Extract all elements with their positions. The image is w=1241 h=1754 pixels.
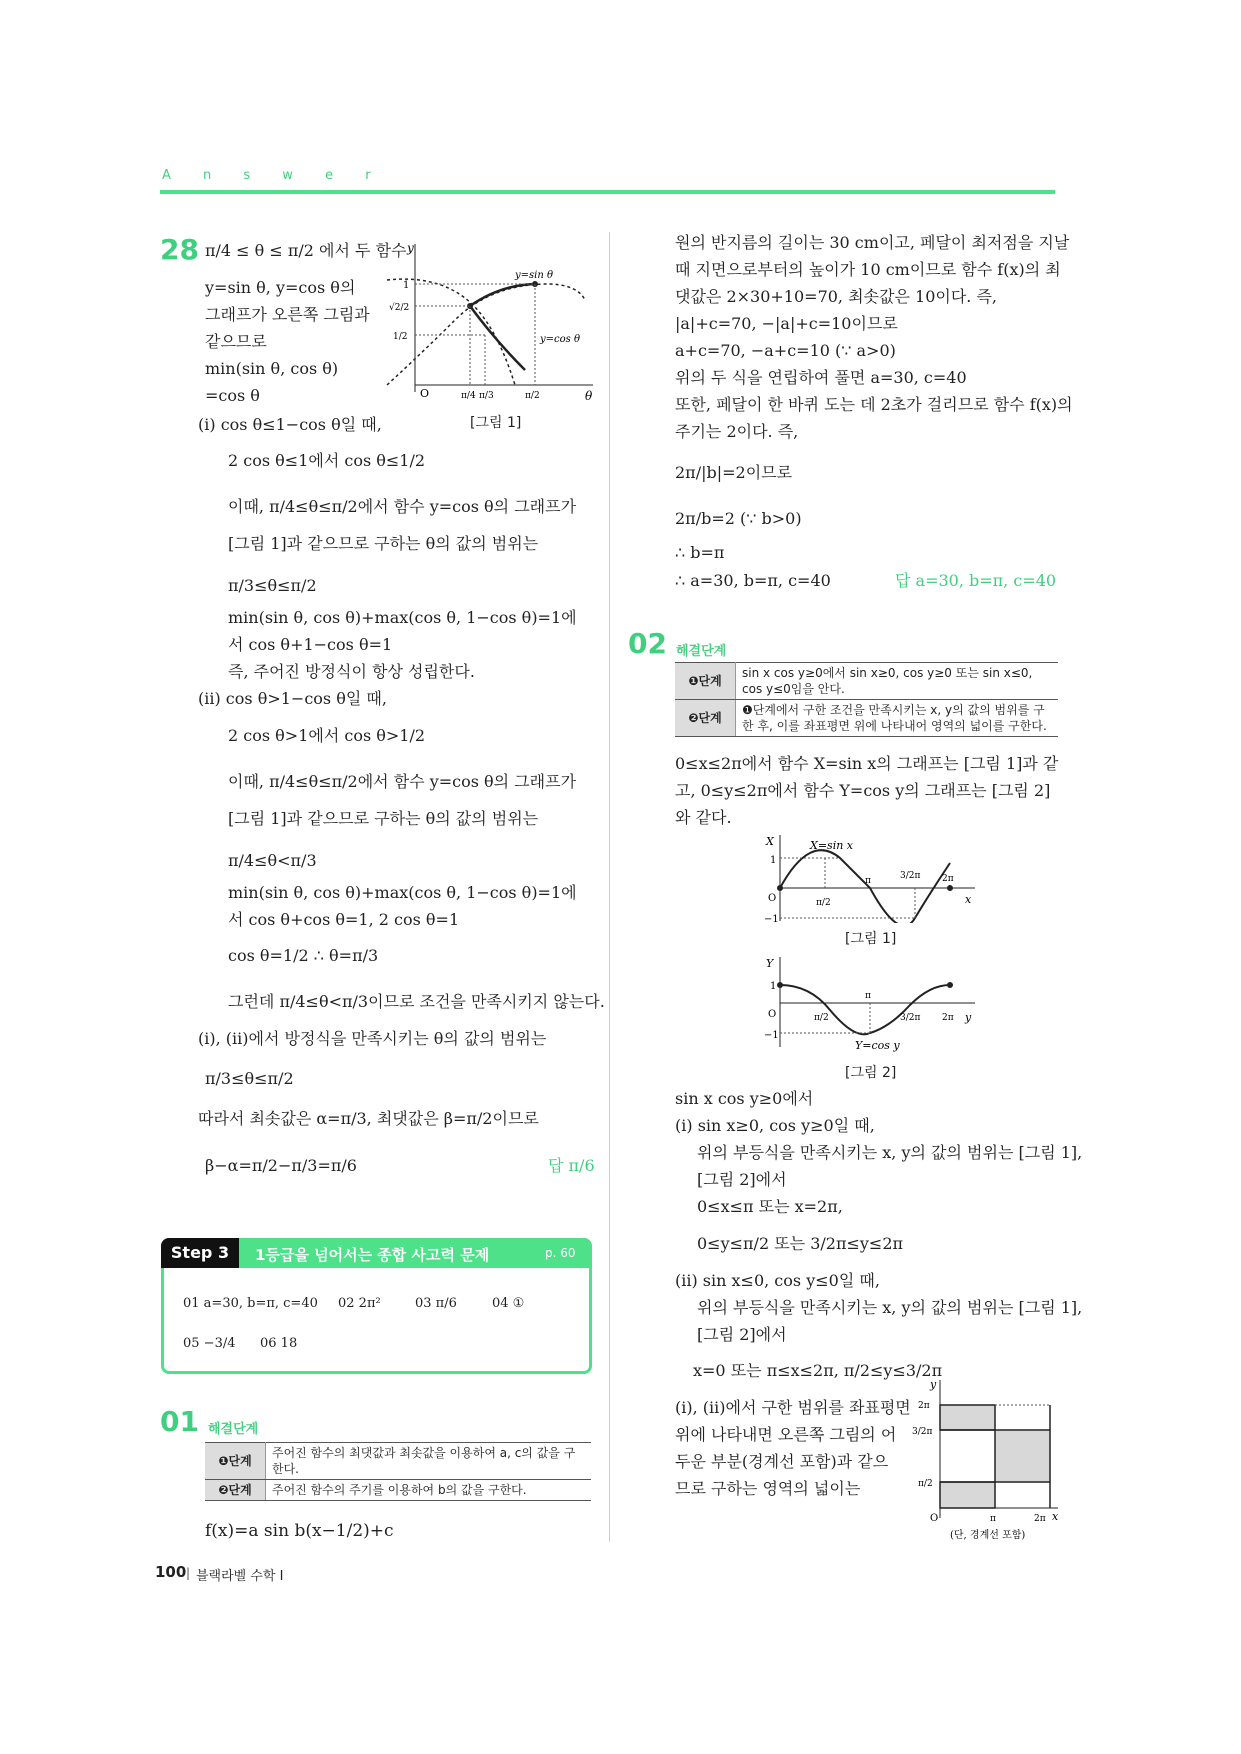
origin-label: O <box>420 387 430 400</box>
q28-figure-caption: [그림 1] <box>470 415 522 431</box>
figure-note: (단, 경계선 포함) <box>950 1530 1026 1541</box>
curve-label: Y=cos y <box>855 1039 900 1052</box>
q02-figure-1-caption: [그림 1] <box>845 931 897 947</box>
q28-line: 2 cos θ>1에서 cos θ>1/2 <box>228 726 426 745</box>
step3-answer: 02 2π² <box>338 1296 381 1311</box>
step-text: sin x cos y≥0에서 sin x≥0, cos y≥0 또는 sin x≤0, cos y≤0임을 안다. <box>736 663 1059 700</box>
tick-label: π/2 <box>816 898 831 908</box>
q02-line: 위의 부등식을 만족시키는 x, y의 값의 범위는 [그림 1], <box>697 1143 1083 1162</box>
question-number-28: 28 <box>160 233 199 266</box>
q01-answer: 답 a=30, b=π, c=40 <box>895 571 1057 590</box>
origin-label: O <box>930 1513 939 1524</box>
q28-line: 그래프가 오른쪽 그림과 <box>205 305 370 324</box>
endpoint <box>777 885 783 891</box>
y-axis-label: y <box>407 241 414 255</box>
step-text: 주어진 함수의 주기를 이용하여 b의 값을 구한다. <box>266 1480 592 1501</box>
q28-answer: 답 π/6 <box>548 1156 595 1175</box>
origin-label: O <box>768 893 777 904</box>
q28-line: 서 cos θ+cos θ=1, 2 cos θ=1 <box>228 910 460 929</box>
q28-line: π/4 ≤ θ ≤ π/2 에서 두 함수 <box>205 241 407 260</box>
table-row <box>205 1480 591 1501</box>
q28-line: β−α=π/2−π/3=π/6 <box>205 1156 357 1175</box>
tick-label: π/2 <box>814 1013 829 1023</box>
q28-line: (i) cos θ≤1−cos θ일 때, <box>198 415 382 434</box>
q28-figure <box>385 240 595 400</box>
q28-line: (ii) cos θ>1−cos θ일 때, <box>198 689 387 708</box>
q28-line: π/3≤θ≤π/2 <box>205 1069 294 1088</box>
q28-line: y=sin θ, y=cos θ의 <box>205 278 356 297</box>
step3-subtitle: 1등급을 넘어서는 종합 사고력 문제 <box>255 1246 490 1264</box>
sin-curve-label: y=sin θ <box>515 270 553 281</box>
q02-line: (ii) sin x≤0, cos y≤0일 때, <box>675 1271 880 1290</box>
q02-figure-2-caption: [그림 2] <box>845 1065 897 1081</box>
page-number: 100 <box>155 1563 187 1581</box>
table-row <box>205 1443 591 1480</box>
tick-label: 3/2π <box>900 871 921 881</box>
endpoint <box>947 982 953 988</box>
q01-line: |a|+c=70, −|a|+c=10이므로 <box>675 314 898 333</box>
q28-line: 따라서 최솟값은 α=π/3, 최댓값은 β=π/2이므로 <box>198 1109 539 1128</box>
q02-line: 0≤x≤2π에서 함수 X=sin x의 그래프는 [그림 1]과 같 <box>675 754 1059 773</box>
tick-label: 2π <box>1034 1514 1046 1524</box>
tick-x-label: π/4 <box>461 391 476 400</box>
tick-label: 1 <box>770 981 777 992</box>
q02-line: 위의 부등식을 만족시키는 x, y의 값의 범위는 [그림 1], <box>697 1298 1083 1317</box>
q28-line: 그런데 π/4≤θ<π/3이므로 조건을 만족시키지 않는다. <box>228 992 605 1011</box>
q01-line: 때 지면으로부터의 높이가 10 cm이므로 함수 f(x)의 최 <box>675 260 1061 279</box>
q02-line: 므로 구하는 영역의 넓이는 <box>675 1479 861 1498</box>
q28-line: 서 cos θ+1−cos θ=1 <box>228 635 393 654</box>
shaded-region <box>940 1482 995 1508</box>
step-label: ❶단계 <box>675 663 736 700</box>
endpoint <box>777 982 783 988</box>
q01-line: ∴ a=30, b=π, c=40 <box>675 571 831 590</box>
q01-line: 댓값은 2×30+10=70, 최솟값은 10이다. 즉, <box>675 287 997 306</box>
shaded-region <box>995 1430 1050 1482</box>
q28-line: π/4≤θ<π/3 <box>228 851 317 870</box>
q02-line: [그림 2]에서 <box>697 1170 787 1189</box>
q02-line: 0≤x≤π 또는 x=2π, <box>697 1197 843 1216</box>
q01-sublabel: 해결단계 <box>208 1422 259 1437</box>
tick-label: 1 <box>770 855 777 866</box>
q28-line: min(sin θ, cos θ)+max(cos θ, 1−cos θ)=1에 <box>228 883 577 902</box>
tick-label: 2π <box>942 874 954 884</box>
cos-curve-solid <box>470 306 525 370</box>
q02-sublabel: 해결단계 <box>676 644 727 659</box>
table-row <box>675 700 1058 737</box>
q02-region-figure <box>910 1378 1060 1543</box>
step-text: 주어진 함수의 최댓값과 최솟값을 이용하여 a, c의 값을 구한다. <box>266 1443 592 1480</box>
tick-label: 2π <box>918 1401 930 1411</box>
q28-line: 이때, π/4≤θ≤π/2에서 함수 y=cos θ의 그래프가 <box>228 497 577 516</box>
q02-line: 고, 0≤y≤2π에서 함수 Y=cos y의 그래프는 [그림 2] <box>675 781 1051 800</box>
sine-curve <box>780 850 950 923</box>
cos-curve-label: y=cos θ <box>540 334 580 345</box>
tick-label: π/2 <box>918 1479 933 1489</box>
q02-line: (i), (ii)에서 구한 범위를 좌표평면 <box>675 1398 911 1417</box>
x-axis-label: θ <box>585 389 593 400</box>
q02-line: sin x cos y≥0에서 <box>675 1089 814 1108</box>
q28-line: =cos θ <box>205 386 260 405</box>
q01-line: 위의 두 식을 연립하여 풀면 a=30, c=40 <box>675 368 967 387</box>
q28-line: [그림 1]과 같으므로 구하는 θ의 값의 범위는 <box>228 809 539 828</box>
q01-line: 2π/|b|=2이므로 <box>675 463 793 482</box>
column-divider <box>609 232 610 1542</box>
question-number-02: 02 <box>628 627 667 660</box>
page-divider: | <box>186 1566 191 1580</box>
q02-line: (i) sin x≥0, cos y≥0일 때, <box>675 1116 875 1135</box>
step3-answer: 04 ① <box>492 1296 525 1311</box>
tick-y-label: 1/2 <box>393 332 408 342</box>
q28-line: 같으므로 <box>205 332 267 351</box>
tick-label: π <box>865 876 871 886</box>
q28-line: π/3≤θ≤π/2 <box>228 576 317 595</box>
q01-line: 원의 반지름의 길이는 30 cm이고, 페달이 최저점을 지날 <box>675 233 1070 252</box>
tick-label: π <box>990 1514 996 1524</box>
axis-label: x <box>1052 1510 1059 1523</box>
q28-line: cos θ=1/2 ∴ θ=π/3 <box>228 946 379 965</box>
q28-line: 즉, 주어진 방정식이 항상 성립한다. <box>228 662 475 681</box>
q28-line: min(sin θ, cos θ)+max(cos θ, 1−cos θ)=1에 <box>228 608 577 627</box>
origin-label: O <box>768 1009 777 1020</box>
shaded-region <box>940 1405 995 1430</box>
axis-label: X <box>766 835 774 848</box>
table-row <box>675 663 1058 700</box>
step3-answer: 06 18 <box>260 1336 298 1351</box>
step3-answer: 05 −3/4 <box>183 1336 236 1351</box>
step-label: ❷단계 <box>675 700 736 737</box>
q28-line: [그림 1]과 같으므로 구하는 θ의 값의 범위는 <box>228 534 539 553</box>
step-text: ❶단계에서 구한 조건을 만족시키는 x, y의 값의 범위를 구한 후, 이를 좌표평면 위에 나타내어 영역의 넓이를 구한다. <box>736 700 1059 737</box>
tick-label: −1 <box>764 914 779 923</box>
step-label: ❷단계 <box>205 1480 266 1501</box>
question-number-01: 01 <box>160 1405 199 1438</box>
q02-figure-1 <box>760 833 980 923</box>
tick-y-label: 1 <box>403 280 410 291</box>
step3-title: Step 3 <box>161 1238 239 1268</box>
step3-page: p. 60 <box>545 1246 576 1260</box>
q01-line: ∴ b=π <box>675 543 725 562</box>
tick-label: 3/2π <box>912 1427 933 1437</box>
axis-label: y <box>930 1378 937 1391</box>
q01-steps-table <box>205 1442 591 1501</box>
tick-label: π <box>865 991 871 1001</box>
q01-line: 주기는 2이다. 즉, <box>675 422 799 441</box>
tick-label: 3/2π <box>900 1013 921 1023</box>
q28-line: 2 cos θ≤1에서 cos θ≤1/2 <box>228 451 426 470</box>
sin-curve-solid <box>470 284 535 306</box>
q02-line: 두운 부분(경계선 포함)과 같으 <box>675 1452 889 1471</box>
q01-formula: f(x)=a sin b(x−1/2)+c <box>205 1521 394 1541</box>
q28-line: min(sin θ, cos θ) <box>205 359 339 378</box>
q02-line: [그림 2]에서 <box>697 1325 787 1344</box>
q02-steps-table <box>675 662 1058 737</box>
q28-line: 이때, π/4≤θ≤π/2에서 함수 y=cos θ의 그래프가 <box>228 772 577 791</box>
q02-line: 0≤y≤π/2 또는 3/2π≤y≤2π <box>697 1234 904 1253</box>
tick-label: 2π <box>942 1013 954 1023</box>
step3-answer: 03 π/6 <box>415 1296 457 1311</box>
header-word: A n s w e r <box>162 168 385 183</box>
step-label: ❶단계 <box>205 1443 266 1480</box>
tick-x-label: π/3 <box>479 391 494 400</box>
tick-x-label: π/2 <box>525 391 540 400</box>
q02-line: x=0 또는 π≤x≤2π, π/2≤y≤3/2π <box>693 1361 943 1380</box>
q02-line: 와 같다. <box>675 808 732 827</box>
q01-line: a+c=70, −a+c=10 (∵ a>0) <box>675 341 896 360</box>
q01-line: 또한, 페달이 한 바퀴 도는 데 2초가 걸리므로 함수 f(x)의 <box>675 395 1073 414</box>
header-rule <box>160 190 1055 194</box>
q02-figure-2 <box>760 955 980 1055</box>
tick-y-label: √2/2 <box>389 303 410 313</box>
axis-label: y <box>965 1011 972 1024</box>
step3-answer: 01 a=30, b=π, c=40 <box>183 1296 318 1311</box>
axis-label: Y <box>766 957 774 970</box>
tick-label: −1 <box>764 1030 779 1041</box>
endpoint <box>947 885 953 891</box>
axis-label: x <box>965 893 972 906</box>
q02-line: 위에 나타내면 오른쪽 그림의 어 <box>675 1425 897 1444</box>
book-title: 블랙라벨 수학 I <box>196 1569 284 1584</box>
q01-line: 2π/b=2 (∵ b>0) <box>675 509 802 528</box>
q28-line: (i), (ii)에서 방정식을 만족시키는 θ의 값의 범위는 <box>198 1029 547 1048</box>
curve-label: X=sin x <box>810 839 853 852</box>
